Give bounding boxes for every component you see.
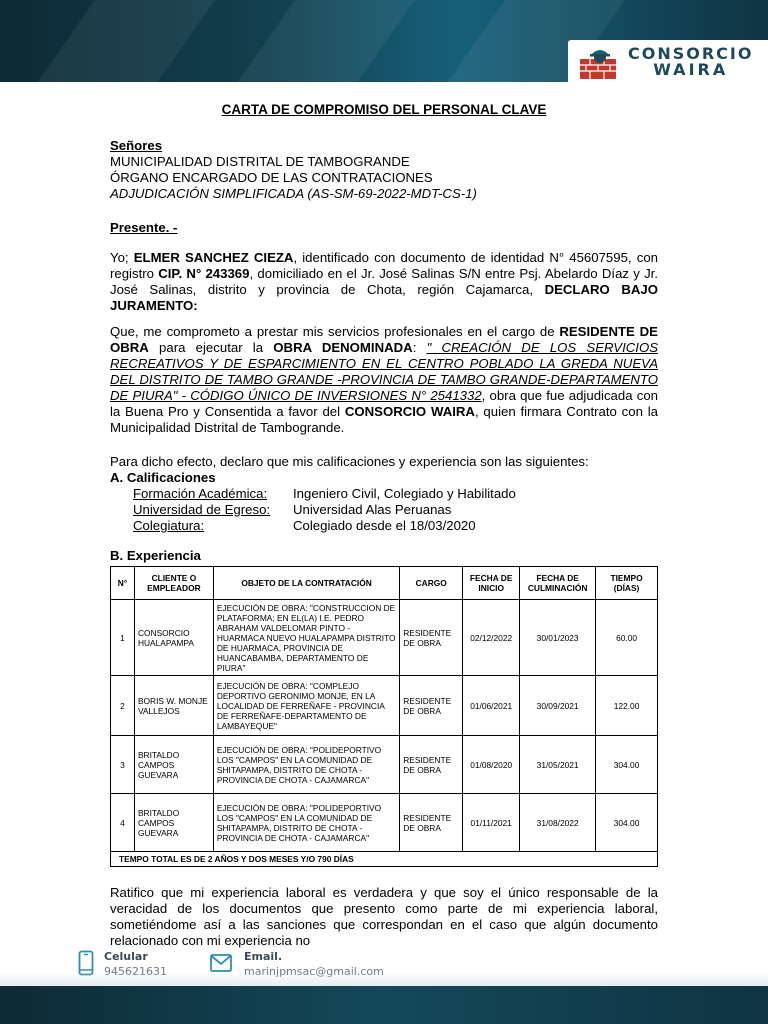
project-name: " CREACIÓN DE LOS SERVICIOS RECREATIVOS Y DE ESPARCIMIENTO EN EL CENTRO POBLADO LA GREDA NUEVA DEL DISTRITO DE TAMBO GRANDE -PROVINCIA DE TAMBO GRANDE-DEPARTAMENTO DE PIURA" - CÓDIGO ÚNICO DE INVERSIONES N° 2541332 — [110, 340, 659, 403]
experience-table — [110, 566, 658, 867]
qualification-label: Universidad de Egreso: — [133, 502, 271, 517]
table-cell: CONSORCIO HUALAPAMPA — [134, 600, 213, 676]
p1-text-a: Yo; — [110, 250, 134, 265]
table-row — [111, 676, 658, 736]
declaro-text: DECLARO BAJO JURAMENTO: — [110, 282, 658, 313]
p2-text-e: , quien firmara Contrato con la Municipalidad Distrital de Tambogrande. — [110, 404, 658, 435]
table-row — [111, 600, 658, 676]
addressee-block — [110, 138, 658, 202]
addressee-line-2: ÓRGANO ENCARGADO DE LAS CONTRATACIONES — [110, 170, 433, 185]
table-cell: 30/09/2021 — [520, 676, 596, 736]
table-cell: EJECUCIÓN DE OBRA: "CONSTRUCCION DE PLATAFORMA; EN EL(LA) I.E. PEDRO ABRAHAM VALDELOMAR PINTO - HUARMACA NUEVO HUALAPAMPA DISTRITO DE HUARMACA, PROVINCIA DE HUANCABAMBA, DEPARTAMENTO DE PIURA" — [213, 600, 399, 676]
logo-name-line1: CONSORCIO — [628, 44, 754, 63]
role-name: RESIDENTE DE OBRA — [110, 324, 658, 355]
p2-text-a: Que, me comprometo a prestar mis servicios profesionales en el cargo de — [110, 324, 560, 339]
table-cell: RESIDENTE DE OBRA — [400, 676, 463, 736]
table-cell: 01/11/2021 — [463, 794, 520, 852]
table-cell: 304.00 — [596, 794, 658, 852]
p1-text-c: , domiciliado en el Jr. José Salinas S/N entre Psj. Abelardo Díaz y Jr. José Salinas, distrito y provincia de Chota, región Cajamarca, — [110, 266, 659, 297]
column-header: TIEMPO (DÍAS) — [596, 567, 658, 600]
table-cell: 31/05/2021 — [520, 736, 596, 794]
p2-text-c: : — [412, 340, 427, 355]
column-header: OBJETO DE LA CONTRATACIÓN — [213, 567, 399, 600]
qualification-row — [110, 518, 658, 534]
column-header: FECHA DE CULMINACIÓN — [520, 567, 596, 600]
table-cell: EJECUCIÓN DE OBRA: "POLIDEPORTIVO LOS "CAMPOS" EN LA COMUNIDAD DE SHITAPAMPA, DISTRITO DE CHOTA - PROVINCIA DE CHOTA - CAJAMARCA" — [213, 794, 399, 852]
addressee-line-3: ADJUDICACIÓN SIMPLIFICADA (AS-SM-69-2022-MDT-CS-1) — [110, 186, 477, 201]
table-cell: RESIDENTE DE OBRA — [400, 600, 463, 676]
section-b-heading: B. Experiencia — [110, 548, 201, 563]
table-cell: 60.00 — [596, 600, 658, 676]
footer-band — [0, 986, 768, 1024]
qualification-value: Colegiado desde el 18/03/2020 — [293, 518, 476, 533]
table-cell: 01/06/2021 — [463, 676, 520, 736]
column-header: CLIENTE O EMPLEADOR — [134, 567, 213, 600]
qualification-label: Formación Académica: — [133, 486, 268, 501]
table-row — [111, 736, 658, 794]
salutation: Señores — [110, 138, 163, 153]
letter-title: CARTA DE COMPROMISO DEL PERSONAL CLAVE — [221, 102, 547, 117]
p2-text-d: , obra que fue adjudicada con la Buena Pro y Consentida a favor del — [110, 388, 658, 419]
table-cell: 3 — [111, 736, 135, 794]
qualification-value: Ingeniero Civil, Colegiado y Habilitado — [293, 486, 516, 501]
logo-name-line2: WAIRA — [653, 60, 729, 79]
table-cell: 1 — [111, 600, 135, 676]
table-cell: 122.00 — [596, 676, 658, 736]
table-cell: EJECUCIÓN DE OBRA: "COMPLEJO DEPORTIVO GERONIMO MONJE, EN LA LOCALIDAD DE FERREÑAFE - PROVINCIA DE FERREÑAFE-DEPARTAMENTO DE LAMBAYEQUE" — [213, 676, 399, 736]
presente-heading: Presente. - — [110, 220, 178, 235]
declarant-name: ELMER SANCHEZ CIEZA — [133, 250, 294, 265]
company-logo — [568, 40, 768, 82]
table-cell: 02/12/2022 — [463, 600, 520, 676]
column-header: CARGO — [400, 567, 463, 600]
email-label: Email. — [244, 950, 283, 963]
phone-label: Celular — [104, 950, 148, 963]
paragraph-declarant — [110, 250, 658, 314]
consortium-name: CONSORCIO WAIRA — [344, 404, 475, 419]
header-band — [0, 0, 768, 82]
qualification-label: Colegiatura: — [133, 518, 205, 533]
table-row — [111, 794, 658, 852]
letter-body — [110, 102, 658, 949]
obra-label: OBRA DENOMINADA — [273, 340, 413, 355]
table-cell: 31/08/2022 — [520, 794, 596, 852]
column-header: FECHA DE INICIO — [463, 567, 520, 600]
table-cell: BORIS W. MONJE VALLEJOS — [134, 676, 213, 736]
table-cell: 01/08/2020 — [463, 736, 520, 794]
total-time: TEMPO TOTAL ES DE 2 AÑOS Y DOS MESES Y/O 790 DÍAS — [111, 852, 658, 867]
p1-text-b: , identificado con documento de identidad N° 45607595, con registro — [110, 250, 658, 281]
table-cell: 2 — [111, 676, 135, 736]
p2-text-b: para ejecutar la — [148, 340, 274, 355]
table-cell: 304.00 — [596, 736, 658, 794]
section-a-heading: A. Calificaciones — [110, 470, 216, 485]
cip-number: CIP. N° 243369 — [158, 266, 250, 281]
qualification-row — [110, 502, 658, 518]
paragraph-commitment — [110, 324, 658, 436]
paragraph-closing: Ratifico que mi experiencia laboral es verdadera y que soy el único responsable de la veracidad de los documentos que presento como parte de mi experiencia laboral, sometiéndome así a las sanciones que correspondan en el caso que algún documento relacionado con mi experiencia no — [110, 885, 658, 948]
table-cell: 30/01/2023 — [520, 600, 596, 676]
table-header-row — [111, 567, 658, 600]
table-cell: BRITALDO CAMPOS GUEVARA — [134, 736, 213, 794]
table-cell: 4 — [111, 794, 135, 852]
table-cell: RESIDENTE DE OBRA — [400, 794, 463, 852]
qualification-value: Universidad Alas Peruanas — [293, 502, 452, 517]
addressee-line-1: MUNICIPALIDAD DISTRITAL DE TAMBOGRANDE — [110, 154, 410, 169]
table-cell: RESIDENTE DE OBRA — [400, 736, 463, 794]
table-total-row — [111, 852, 658, 867]
paragraph-intro-qualifications: Para dicho efecto, declaro que mis calificaciones y experiencia son las siguientes: — [110, 454, 589, 469]
table-cell: EJECUCIÓN DE OBRA: "POLIDEPORTIVO LOS "CAMPOS" EN LA COMUNIDAD DE SHITAPAMPA, DISTRITO DE CHOTA - PROVINCIA DE CHOTA - CAJAMARCA" — [213, 736, 399, 794]
table-cell: BRITALDO CAMPOS GUEVARA — [134, 794, 213, 852]
column-header: N° — [111, 567, 135, 600]
qualification-row — [110, 486, 658, 502]
worker-helmet-logo-icon — [578, 43, 618, 81]
